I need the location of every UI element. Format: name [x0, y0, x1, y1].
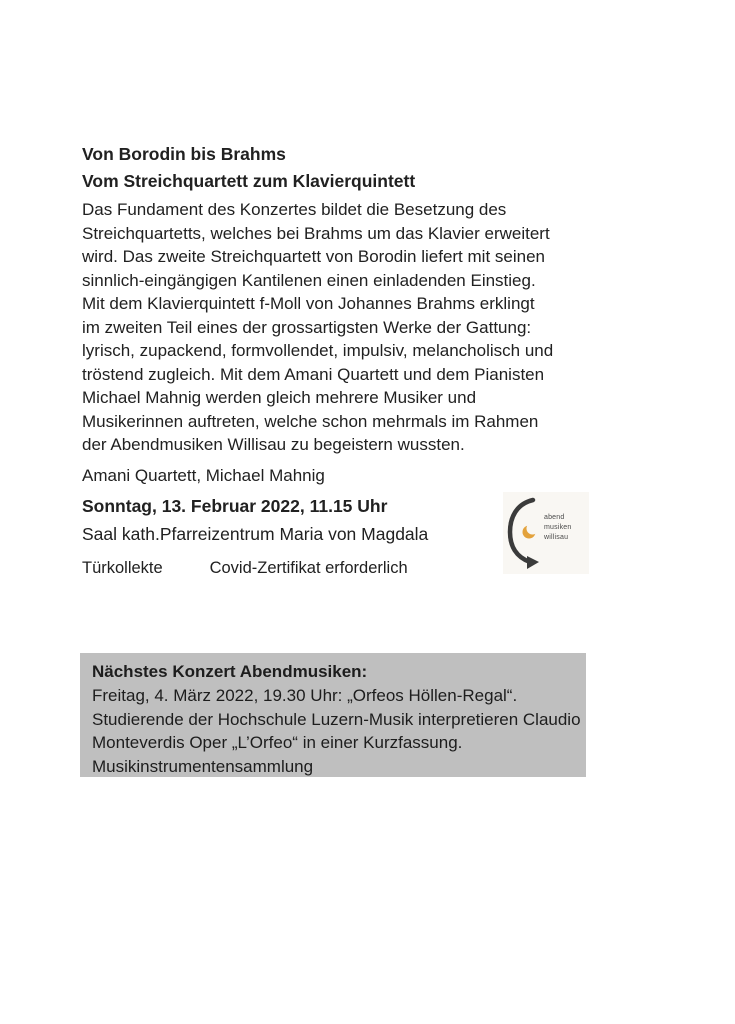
event-title-line2: Vom Streichquartett zum Klavierquintett	[82, 171, 416, 191]
text-line: im zweiten Teil eines der grossartigsten Werke der Gattung:	[82, 317, 532, 337]
abendmusiken-logo	[503, 492, 589, 574]
next-concert-heading: Nächstes Konzert Abendmusiken:	[92, 662, 368, 681]
event-title	[82, 141, 415, 195]
admission-row	[82, 559, 408, 578]
logo-wordmark	[544, 513, 571, 543]
event-venue: Saal kath.Pfarreizentrum Maria von Magdala	[82, 524, 429, 544]
next-concert-body	[92, 684, 581, 778]
text-line: Streichquartetts, welches bei Brahms um das Klavier erweitert	[82, 223, 550, 243]
text-line: Studierende der Hochschule Luzern-Musik interpretieren Claudio	[92, 709, 581, 729]
text-line: der Abendmusiken Willisau zu begeistern wussten.	[82, 435, 465, 454]
event-datetime: Sonntag, 13. Februar 2022, 11.15 Uhr	[82, 496, 388, 516]
event-description	[82, 198, 553, 457]
text-line: Michael Mahnig werden gleich mehrere Musiker und	[82, 388, 477, 407]
text-line: sinnlich-eingängigen Kantilenen einen einladenden Einstieg.	[82, 270, 536, 290]
text-line: Mit dem Klavierquintett f-Moll von Johannes Brahms erklingt	[82, 294, 535, 313]
event-title-line1: Von Borodin bis Brahms	[82, 144, 286, 164]
text-line: Freitag, 4. März 2022, 19.30 Uhr: „Orfeos Höllen-Regal“.	[92, 686, 518, 705]
covid-note: Covid-Zertifikat erforderlich	[209, 559, 408, 577]
text-line: Monteverdis Oper „L’Orfeo“ in einer Kurzfassung.	[92, 733, 463, 752]
next-concert-box	[80, 653, 586, 777]
performers-line: Amani Quartett, Michael Mahnig	[82, 466, 325, 485]
text-line: Musikerinnen auftreten, welche schon mehrmals im Rahmen	[82, 411, 539, 431]
text-line: wird. Das zweite Streichquartett von Borodin liefert mit seinen	[82, 247, 545, 266]
text-line: willisau	[544, 534, 569, 541]
text-line: musiken	[544, 524, 572, 531]
text-line: tröstend zugleich. Mit dem Amani Quartett und dem Pianisten	[82, 364, 545, 384]
admission-label: Türkollekte	[82, 559, 163, 577]
text-line: Das Fundament des Konzertes bildet die Besetzung des	[82, 200, 507, 219]
text-line: abend	[544, 514, 565, 521]
text-line: Musikinstrumentensammlung	[92, 756, 314, 776]
text-line: lyrisch, zupackend, formvollendet, impulsiv, melancholisch und	[82, 341, 554, 360]
